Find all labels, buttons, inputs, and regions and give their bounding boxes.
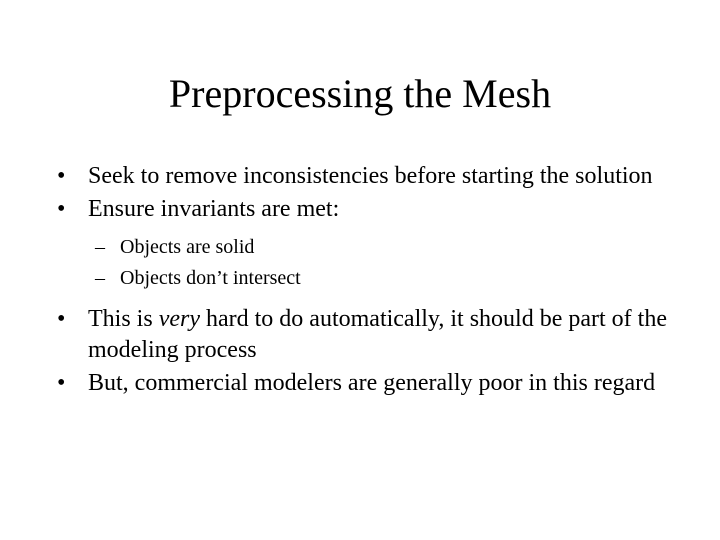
bullet-list [57, 161, 667, 401]
bullet-marker: • [57, 163, 66, 189]
bullet-text: Seek to remove inconsistencies before starting the solution [88, 163, 653, 189]
slide-title: Preprocessing the Mesh [168, 71, 552, 116]
bullet-text: But, commercial modelers are generally poor in this regard [88, 370, 656, 396]
bullet-text: Ensure invariants are met: [88, 196, 340, 222]
bullet-text-post: hard to do automatically, it should be part of the modeling process [88, 306, 667, 363]
sub-bullet-item [57, 263, 667, 294]
bullet-text-pre: This is [88, 306, 159, 332]
bullet-item [57, 194, 667, 225]
bullet-text [88, 306, 667, 363]
sub-bullet-text: Objects don’t intersect [120, 267, 301, 289]
sub-bullet-text: Objects are solid [120, 236, 255, 258]
bullet-text-emphasis: very [158, 306, 200, 332]
bullet-marker: • [57, 306, 66, 332]
bullet-marker: • [57, 370, 66, 396]
sub-bullet-marker: – [95, 267, 105, 289]
bullet-item [57, 368, 667, 399]
bullet-item [57, 161, 667, 192]
bullet-item [57, 304, 667, 366]
sub-bullet-item [57, 232, 667, 263]
sub-bullet-marker: – [95, 236, 105, 258]
sub-bullet-list [57, 232, 667, 294]
bullet-marker: • [57, 196, 66, 222]
